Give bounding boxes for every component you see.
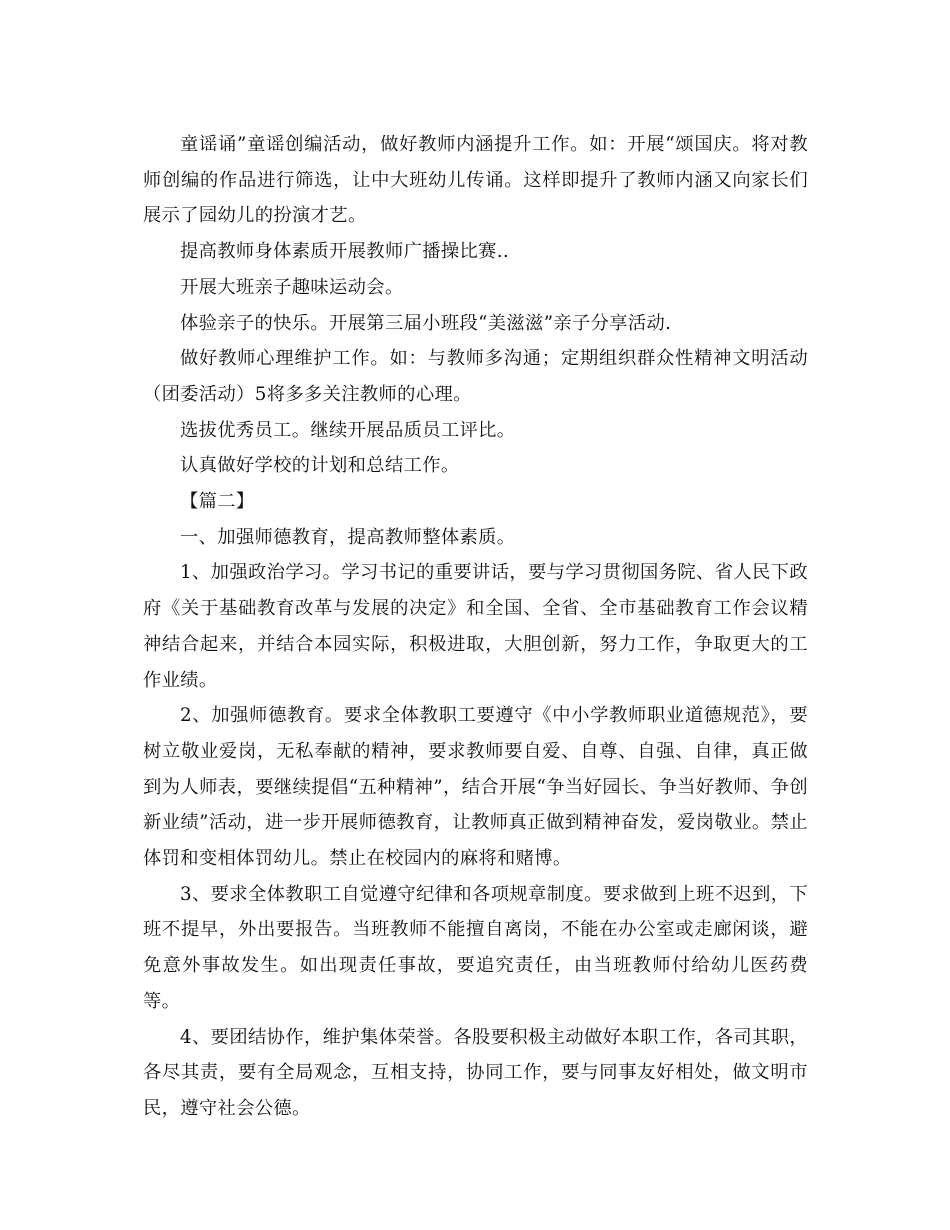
paragraph-plan-summary: 认真做好学校的计划和总结工作。	[180, 455, 460, 477]
paragraph-parent-child-sharing: 体验亲子的快乐。开展第三届小班段“美滋滋”亲子分享活动.	[180, 312, 672, 334]
paragraph-teacher-exercise: 提高教师身体素质开展教师广播操比赛..	[180, 241, 510, 263]
paragraph-sports-meet: 开展大班亲子趣味运动会。	[180, 276, 404, 298]
paragraph-children-rhyme-activity: 童谣诵”童谣创编活动，做好教师内涵提升工作。如：开展“颂国庆。将对教师创编的作品进行筛选，让中大班幼儿传诵。这样即提升了教师内涵又向家长们展示了园幼儿的扮演才艺。	[143, 134, 808, 227]
document-body	[143, 127, 808, 1127]
section-heading-part-two: 【篇二】	[180, 491, 255, 513]
paragraph-teacher-mental-health: 做好教师心理维护工作。如：与教师多沟通；定期组织群众性精神文明活动（团委活动）5将多多关注教师的心理。	[143, 348, 808, 405]
heading-teacher-ethics: 一、加强师德教育，提高教师整体素质。	[180, 526, 516, 548]
paragraph-discipline-rules: 3、要求全体教职工自觉遵守纪律和各项规章制度。要求做到上班不迟到，下班不提早，外出要报告。当班教师不能擅自离岗，不能在办公室或走廊闲谈，避免意外事故发生。如出现责任事故，要追究责任，由当班教师付给幼儿医药费等。	[143, 883, 808, 1012]
paragraph-staff-selection: 选拔优秀员工。继续开展品质员工评比。	[180, 419, 516, 441]
paragraph-ethics-education: 2、加强师德教育。要求全体教职工要遵守《中小学教师职业道德规范》，要树立敬业爱岗，无私奉献的精神，要求教师要自爱、自尊、自强、自律，真正做到为人师表，要继续提倡“五种精神”，结合开展“争当好园长、争当好教师、争创新业绩”活动，进一步开展师德教育，让教师真正做到精神奋发，爱岗敬业。禁止体罚和变相体罚幼儿。禁止在校园内的麻将和赌博。	[143, 705, 808, 870]
paragraph-political-study: 1、加强政治学习。学习书记的重要讲话，要与学习贯彻国务院、省人民下政府《关于基础教育改革与发展的决定》和全国、全省、全市基础教育工作会议精神结合起来，并结合本园实际，积极进取，大胆创新，努力工作，争取更大的工作业绩。	[143, 562, 808, 691]
paragraph-teamwork: 4、要团结协作，维护集体荣誉。各股要积极主动做好本职工作，各司其职，各尽其责，要有全局观念，互相支持，协同工作，要与同事友好相处，做文明市民，遵守社会公德。	[143, 1026, 808, 1119]
